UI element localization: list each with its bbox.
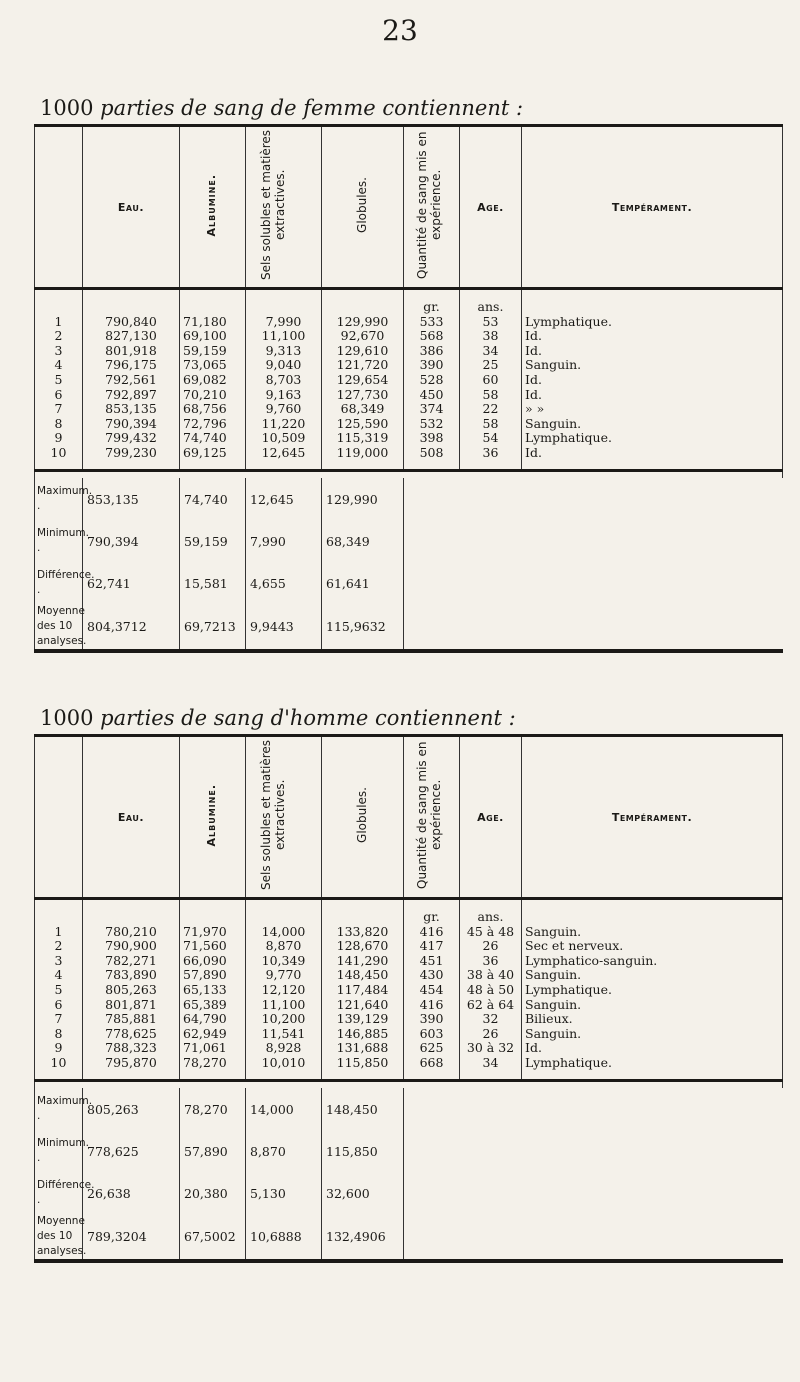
cell-globules: 133,820 bbox=[336, 923, 389, 939]
stat-eau: 804,3712 bbox=[83, 604, 180, 651]
stat-sels: 4,655 bbox=[246, 562, 322, 604]
header-index bbox=[35, 126, 83, 289]
cell-eau: 780,210 bbox=[105, 923, 157, 939]
table-sang-homme bbox=[34, 734, 783, 1263]
unit-label: ans. bbox=[477, 299, 504, 314]
caption-text: parties de sang d'homme contiennent : bbox=[100, 706, 516, 730]
cell-n: 4 bbox=[54, 357, 63, 373]
cell-albumine: 69,082 bbox=[183, 371, 227, 387]
stat-sels: 5,130 bbox=[246, 1172, 322, 1214]
cell-albumine: 69,100 bbox=[183, 328, 227, 344]
cell-n: 1 bbox=[54, 923, 63, 939]
cell-n: 2 bbox=[54, 328, 63, 344]
stat-sels: 14,000 bbox=[246, 1088, 322, 1130]
stat-sels: 12,645 bbox=[246, 478, 322, 520]
stat-globules: 68,349 bbox=[322, 520, 404, 562]
unit-label: gr. bbox=[423, 909, 440, 924]
cell-globules: 115,319 bbox=[336, 430, 389, 446]
page-number: 23 bbox=[382, 14, 418, 47]
header-age: Age. bbox=[460, 736, 522, 899]
stat-globules: 32,600 bbox=[322, 1172, 404, 1214]
cell-age: 22 bbox=[482, 401, 499, 417]
unit-label: gr. bbox=[423, 299, 440, 314]
unit-label: ans. bbox=[477, 909, 504, 924]
cell-temperament: Id. bbox=[525, 386, 542, 402]
cell-n: 3 bbox=[54, 952, 63, 968]
cell-sels: 10,200 bbox=[261, 1011, 306, 1027]
stat-sels: 9,9443 bbox=[246, 604, 322, 651]
stat-eau: 26,638 bbox=[83, 1172, 180, 1214]
column-sels bbox=[246, 899, 322, 1081]
cell-quantite: 416 bbox=[419, 923, 444, 939]
cell-temperament: Sanguin. bbox=[525, 923, 582, 939]
column-globules bbox=[322, 899, 404, 1081]
column-quantite bbox=[404, 899, 460, 1081]
cell-age: 38 à 40 bbox=[466, 967, 515, 983]
stat-albumine: 74,740 bbox=[180, 478, 246, 520]
stat-blank bbox=[404, 478, 783, 520]
cell-albumine: 71,061 bbox=[183, 1040, 227, 1056]
cell-quantite: 416 bbox=[419, 996, 444, 1012]
cell-age: 58 bbox=[482, 415, 499, 431]
cell-quantite: 390 bbox=[419, 1011, 444, 1027]
cell-age: 36 bbox=[482, 952, 499, 968]
cell-albumine: 71,180 bbox=[183, 313, 227, 329]
caption-text: parties de sang de femme contiennent : bbox=[100, 96, 524, 120]
stat-row bbox=[35, 1088, 783, 1130]
header-temperament: Tempérament. bbox=[522, 126, 783, 289]
cell-albumine: 71,970 bbox=[183, 923, 227, 939]
cell-quantite: 625 bbox=[419, 1040, 444, 1056]
cell-albumine: 65,133 bbox=[183, 981, 227, 997]
cell-sels: 8,703 bbox=[265, 371, 302, 387]
cell-quantite: 450 bbox=[419, 386, 444, 402]
cell-quantite: 390 bbox=[419, 357, 444, 373]
column-globules bbox=[322, 289, 404, 471]
cell-globules: 68,349 bbox=[340, 401, 385, 417]
cell-eau: 790,900 bbox=[105, 938, 157, 954]
cell-eau: 788,323 bbox=[105, 1040, 157, 1056]
cell-eau: 801,918 bbox=[105, 342, 157, 358]
column-quantite bbox=[404, 289, 460, 471]
cell-temperament: » » bbox=[525, 401, 545, 417]
stat-blank bbox=[404, 1088, 783, 1130]
cell-temperament: Sanguin. bbox=[525, 1025, 582, 1041]
separator bbox=[35, 1080, 783, 1088]
cell-n: 6 bbox=[54, 386, 63, 402]
stat-albumine: 20,380 bbox=[180, 1172, 246, 1214]
column-temperament bbox=[522, 899, 783, 1081]
cell-temperament: Id. bbox=[525, 1040, 542, 1056]
column-temperament bbox=[522, 289, 783, 471]
cell-albumine: 71,560 bbox=[183, 938, 227, 954]
stat-blank bbox=[404, 520, 783, 562]
cell-temperament: Sanguin. bbox=[525, 415, 582, 431]
cell-albumine: 68,756 bbox=[183, 401, 227, 417]
cell-temperament: Id. bbox=[525, 444, 542, 460]
cell-age: 36 bbox=[482, 444, 499, 460]
stat-sels: 8,870 bbox=[246, 1130, 322, 1172]
cell-eau: 792,897 bbox=[105, 386, 157, 402]
cell-globules: 146,885 bbox=[336, 1025, 389, 1041]
cell-globules: 128,670 bbox=[336, 938, 389, 954]
stat-label: Maximum. . bbox=[35, 1088, 83, 1130]
stat-label: Maximum. . bbox=[35, 478, 83, 520]
cell-globules: 129,990 bbox=[336, 313, 389, 329]
cell-globules: 119,000 bbox=[336, 444, 389, 460]
stat-row bbox=[35, 604, 783, 651]
cell-age: 60 bbox=[482, 371, 499, 387]
cell-albumine: 69,125 bbox=[183, 444, 227, 460]
cell-quantite: 451 bbox=[419, 952, 444, 968]
column-eau bbox=[83, 289, 180, 471]
header-albumine: Albumine. bbox=[180, 736, 246, 899]
data-rows bbox=[35, 899, 783, 1081]
cell-sels: 11,541 bbox=[261, 1025, 306, 1041]
cell-albumine: 59,159 bbox=[183, 342, 227, 358]
cell-n: 10 bbox=[50, 444, 67, 460]
stat-sels: 7,990 bbox=[246, 520, 322, 562]
cell-age: 25 bbox=[482, 357, 499, 373]
cell-temperament: Sanguin. bbox=[525, 967, 582, 983]
cell-quantite: 430 bbox=[419, 967, 444, 983]
cell-sels: 9,163 bbox=[265, 386, 302, 402]
cell-temperament: Lymphatico-sanguin. bbox=[525, 952, 658, 968]
column-age bbox=[460, 899, 522, 1081]
header-sels: Sels solubles et matières extractives. bbox=[246, 126, 322, 289]
cell-n: 1 bbox=[54, 313, 63, 329]
stat-label: Minimum. . bbox=[35, 1130, 83, 1172]
caption-femme bbox=[40, 96, 780, 120]
cell-n: 7 bbox=[54, 1011, 63, 1027]
cell-quantite: 533 bbox=[419, 313, 444, 329]
cell-sels: 10,509 bbox=[261, 430, 306, 446]
stat-sels: 10,6888 bbox=[246, 1214, 322, 1261]
cell-eau: 783,890 bbox=[105, 967, 157, 983]
cell-n: 2 bbox=[54, 938, 63, 954]
cell-n: 5 bbox=[54, 981, 63, 997]
cell-sels: 9,770 bbox=[265, 967, 302, 983]
header-globules: Globules. bbox=[322, 736, 404, 899]
cell-quantite: 417 bbox=[419, 938, 444, 954]
stat-globules: 129,990 bbox=[322, 478, 404, 520]
cell-albumine: 66,090 bbox=[183, 952, 227, 968]
cell-sels: 11,100 bbox=[261, 996, 306, 1012]
cell-sels: 12,120 bbox=[261, 981, 306, 997]
stat-eau: 805,263 bbox=[83, 1088, 180, 1130]
cell-globules: 129,610 bbox=[336, 342, 389, 358]
cell-eau: 801,871 bbox=[105, 996, 157, 1012]
stat-label: Moyenne des 10 analyses. bbox=[35, 604, 83, 651]
stat-label: Différence. . bbox=[35, 562, 83, 604]
cell-globules: 148,450 bbox=[336, 967, 389, 983]
header-row bbox=[35, 126, 783, 289]
cell-temperament: Lymphatique. bbox=[525, 430, 612, 446]
stat-blank bbox=[404, 1130, 783, 1172]
cell-temperament: Id. bbox=[525, 342, 542, 358]
header-sels: Sels solubles et matières extractives. bbox=[246, 736, 322, 899]
cell-globules: 127,730 bbox=[336, 386, 389, 402]
cell-temperament: Id. bbox=[525, 328, 542, 344]
caption-homme bbox=[40, 706, 780, 730]
cell-quantite: 668 bbox=[419, 1054, 444, 1070]
cell-globules: 129,654 bbox=[336, 371, 389, 387]
header-albumine: Albumine. bbox=[180, 126, 246, 289]
cell-temperament: Sanguin. bbox=[525, 357, 582, 373]
header-quantite: Quantité de sang mis en expérience. bbox=[404, 736, 460, 899]
cell-globules: 125,590 bbox=[336, 415, 389, 431]
stat-albumine: 59,159 bbox=[180, 520, 246, 562]
stat-eau: 853,135 bbox=[83, 478, 180, 520]
stat-albumine: 57,890 bbox=[180, 1130, 246, 1172]
stat-globules: 115,9632 bbox=[322, 604, 404, 651]
cell-sels: 10,010 bbox=[261, 1054, 306, 1070]
cell-sels: 8,928 bbox=[265, 1040, 302, 1056]
cell-age: 58 bbox=[482, 386, 499, 402]
stat-eau: 790,394 bbox=[83, 520, 180, 562]
cell-albumine: 65,389 bbox=[183, 996, 227, 1012]
stat-albumine: 15,581 bbox=[180, 562, 246, 604]
cell-sels: 9,313 bbox=[265, 342, 302, 358]
cell-temperament: Bilieux. bbox=[525, 1011, 573, 1027]
stat-eau: 62,741 bbox=[83, 562, 180, 604]
cell-temperament: Lymphatique. bbox=[525, 1054, 612, 1070]
column-index bbox=[35, 899, 83, 1081]
cell-age: 34 bbox=[482, 342, 499, 358]
header-temperament: Tempérament. bbox=[522, 736, 783, 899]
cell-temperament: Lymphatique. bbox=[525, 313, 612, 329]
cell-quantite: 603 bbox=[419, 1025, 444, 1041]
stat-globules: 132,4906 bbox=[322, 1214, 404, 1261]
header-quantite: Quantité de sang mis en expérience. bbox=[404, 126, 460, 289]
cell-globules: 131,688 bbox=[336, 1040, 389, 1056]
cell-albumine: 72,796 bbox=[183, 415, 227, 431]
stat-label: Différence. . bbox=[35, 1172, 83, 1214]
cell-eau: 853,135 bbox=[105, 401, 157, 417]
cell-n: 9 bbox=[54, 430, 63, 446]
stat-globules: 148,450 bbox=[322, 1088, 404, 1130]
cell-eau: 799,230 bbox=[105, 444, 157, 460]
cell-age: 26 bbox=[482, 1025, 499, 1041]
cell-globules: 121,720 bbox=[336, 357, 389, 373]
cell-sels: 8,870 bbox=[265, 938, 302, 954]
stat-albumine: 67,5002 bbox=[180, 1214, 246, 1261]
stat-row bbox=[35, 478, 783, 520]
column-sels bbox=[246, 289, 322, 471]
cell-quantite: 568 bbox=[419, 328, 444, 344]
stat-row bbox=[35, 562, 783, 604]
cell-n: 8 bbox=[54, 1025, 63, 1041]
cell-age: 38 bbox=[482, 328, 499, 344]
cell-eau: 782,271 bbox=[105, 952, 157, 968]
cell-globules: 141,290 bbox=[336, 952, 389, 968]
caption-prefix: 1000 bbox=[40, 706, 94, 730]
cell-sels: 12,645 bbox=[261, 444, 306, 460]
stat-label: Moyenne des 10 analyses. bbox=[35, 1214, 83, 1261]
cell-sels: 14,000 bbox=[261, 923, 306, 939]
cell-age: 30 à 32 bbox=[466, 1040, 515, 1056]
stat-globules: 115,850 bbox=[322, 1130, 404, 1172]
stat-albumine: 78,270 bbox=[180, 1088, 246, 1130]
stat-row bbox=[35, 1214, 783, 1261]
cell-quantite: 398 bbox=[419, 430, 444, 446]
cell-n: 3 bbox=[54, 342, 63, 358]
cell-temperament: Sanguin. bbox=[525, 996, 582, 1012]
stat-blank bbox=[404, 562, 783, 604]
column-eau bbox=[83, 899, 180, 1081]
header-eau: Eau. bbox=[83, 736, 180, 899]
cell-sels: 9,760 bbox=[265, 401, 302, 417]
cell-age: 48 à 50 bbox=[466, 981, 515, 997]
cell-n: 9 bbox=[54, 1040, 63, 1056]
cell-sels: 10,349 bbox=[261, 952, 306, 968]
cell-albumine: 78,270 bbox=[183, 1054, 227, 1070]
cell-eau: 827,130 bbox=[105, 328, 157, 344]
caption-prefix: 1000 bbox=[40, 96, 94, 120]
cell-quantite: 528 bbox=[419, 371, 444, 387]
stat-row bbox=[35, 520, 783, 562]
cell-n: 8 bbox=[54, 415, 63, 431]
cell-age: 45 à 48 bbox=[466, 923, 515, 939]
stat-label: Minimum. . bbox=[35, 520, 83, 562]
stat-row bbox=[35, 1130, 783, 1172]
cell-age: 34 bbox=[482, 1054, 499, 1070]
header-row bbox=[35, 736, 783, 899]
cell-eau: 785,881 bbox=[105, 1011, 157, 1027]
data-rows bbox=[35, 289, 783, 471]
cell-eau: 799,432 bbox=[105, 430, 157, 446]
cell-age: 32 bbox=[482, 1011, 499, 1027]
column-index bbox=[35, 289, 83, 471]
cell-eau: 790,394 bbox=[105, 415, 157, 431]
column-albumine bbox=[180, 899, 246, 1081]
column-age bbox=[460, 289, 522, 471]
header-age: Age. bbox=[460, 126, 522, 289]
cell-quantite: 386 bbox=[419, 342, 444, 358]
cell-eau: 778,625 bbox=[105, 1025, 157, 1041]
stat-globules: 61,641 bbox=[322, 562, 404, 604]
cell-quantite: 374 bbox=[419, 401, 444, 417]
cell-sels: 9,040 bbox=[265, 357, 302, 373]
cell-eau: 795,870 bbox=[105, 1054, 157, 1070]
cell-globules: 117,484 bbox=[336, 981, 389, 997]
stat-blank bbox=[404, 604, 783, 651]
cell-temperament: Sec et nerveux. bbox=[525, 938, 624, 954]
table-sang-femme bbox=[34, 124, 783, 653]
cell-sels: 11,100 bbox=[261, 328, 306, 344]
stat-albumine: 69,7213 bbox=[180, 604, 246, 651]
cell-n: 10 bbox=[50, 1054, 67, 1070]
cell-quantite: 454 bbox=[419, 981, 444, 997]
cell-globules: 92,670 bbox=[340, 328, 385, 344]
cell-eau: 805,263 bbox=[105, 981, 157, 997]
cell-albumine: 57,890 bbox=[183, 967, 227, 983]
cell-age: 26 bbox=[482, 938, 499, 954]
cell-albumine: 74,740 bbox=[183, 430, 227, 446]
cell-eau: 796,175 bbox=[105, 357, 157, 373]
cell-eau: 790,840 bbox=[105, 313, 157, 329]
cell-n: 6 bbox=[54, 996, 63, 1012]
cell-age: 62 à 64 bbox=[466, 996, 515, 1012]
cell-albumine: 64,790 bbox=[183, 1011, 227, 1027]
cell-age: 53 bbox=[482, 313, 499, 329]
cell-temperament: Id. bbox=[525, 371, 542, 387]
cell-age: 54 bbox=[482, 430, 499, 446]
cell-albumine: 62,949 bbox=[183, 1025, 227, 1041]
header-index bbox=[35, 736, 83, 899]
cell-eau: 792,561 bbox=[105, 371, 157, 387]
stat-blank bbox=[404, 1172, 783, 1214]
header-eau: Eau. bbox=[83, 126, 180, 289]
separator bbox=[35, 470, 783, 478]
cell-globules: 115,850 bbox=[336, 1054, 389, 1070]
cell-n: 7 bbox=[54, 401, 63, 417]
stat-eau: 778,625 bbox=[83, 1130, 180, 1172]
column-albumine bbox=[180, 289, 246, 471]
stat-eau: 789,3204 bbox=[83, 1214, 180, 1261]
cell-n: 5 bbox=[54, 371, 63, 387]
cell-n: 4 bbox=[54, 967, 63, 983]
cell-albumine: 70,210 bbox=[183, 386, 227, 402]
cell-sels: 11,220 bbox=[261, 415, 306, 431]
cell-quantite: 508 bbox=[419, 444, 444, 460]
stat-row bbox=[35, 1172, 783, 1214]
cell-quantite: 532 bbox=[419, 415, 444, 431]
stat-blank bbox=[404, 1214, 783, 1261]
cell-globules: 121,640 bbox=[336, 996, 389, 1012]
cell-globules: 139,129 bbox=[336, 1011, 389, 1027]
header-globules: Globules. bbox=[322, 126, 404, 289]
cell-albumine: 73,065 bbox=[183, 357, 227, 373]
cell-temperament: Lymphatique. bbox=[525, 981, 612, 997]
cell-sels: 7,990 bbox=[265, 313, 302, 329]
